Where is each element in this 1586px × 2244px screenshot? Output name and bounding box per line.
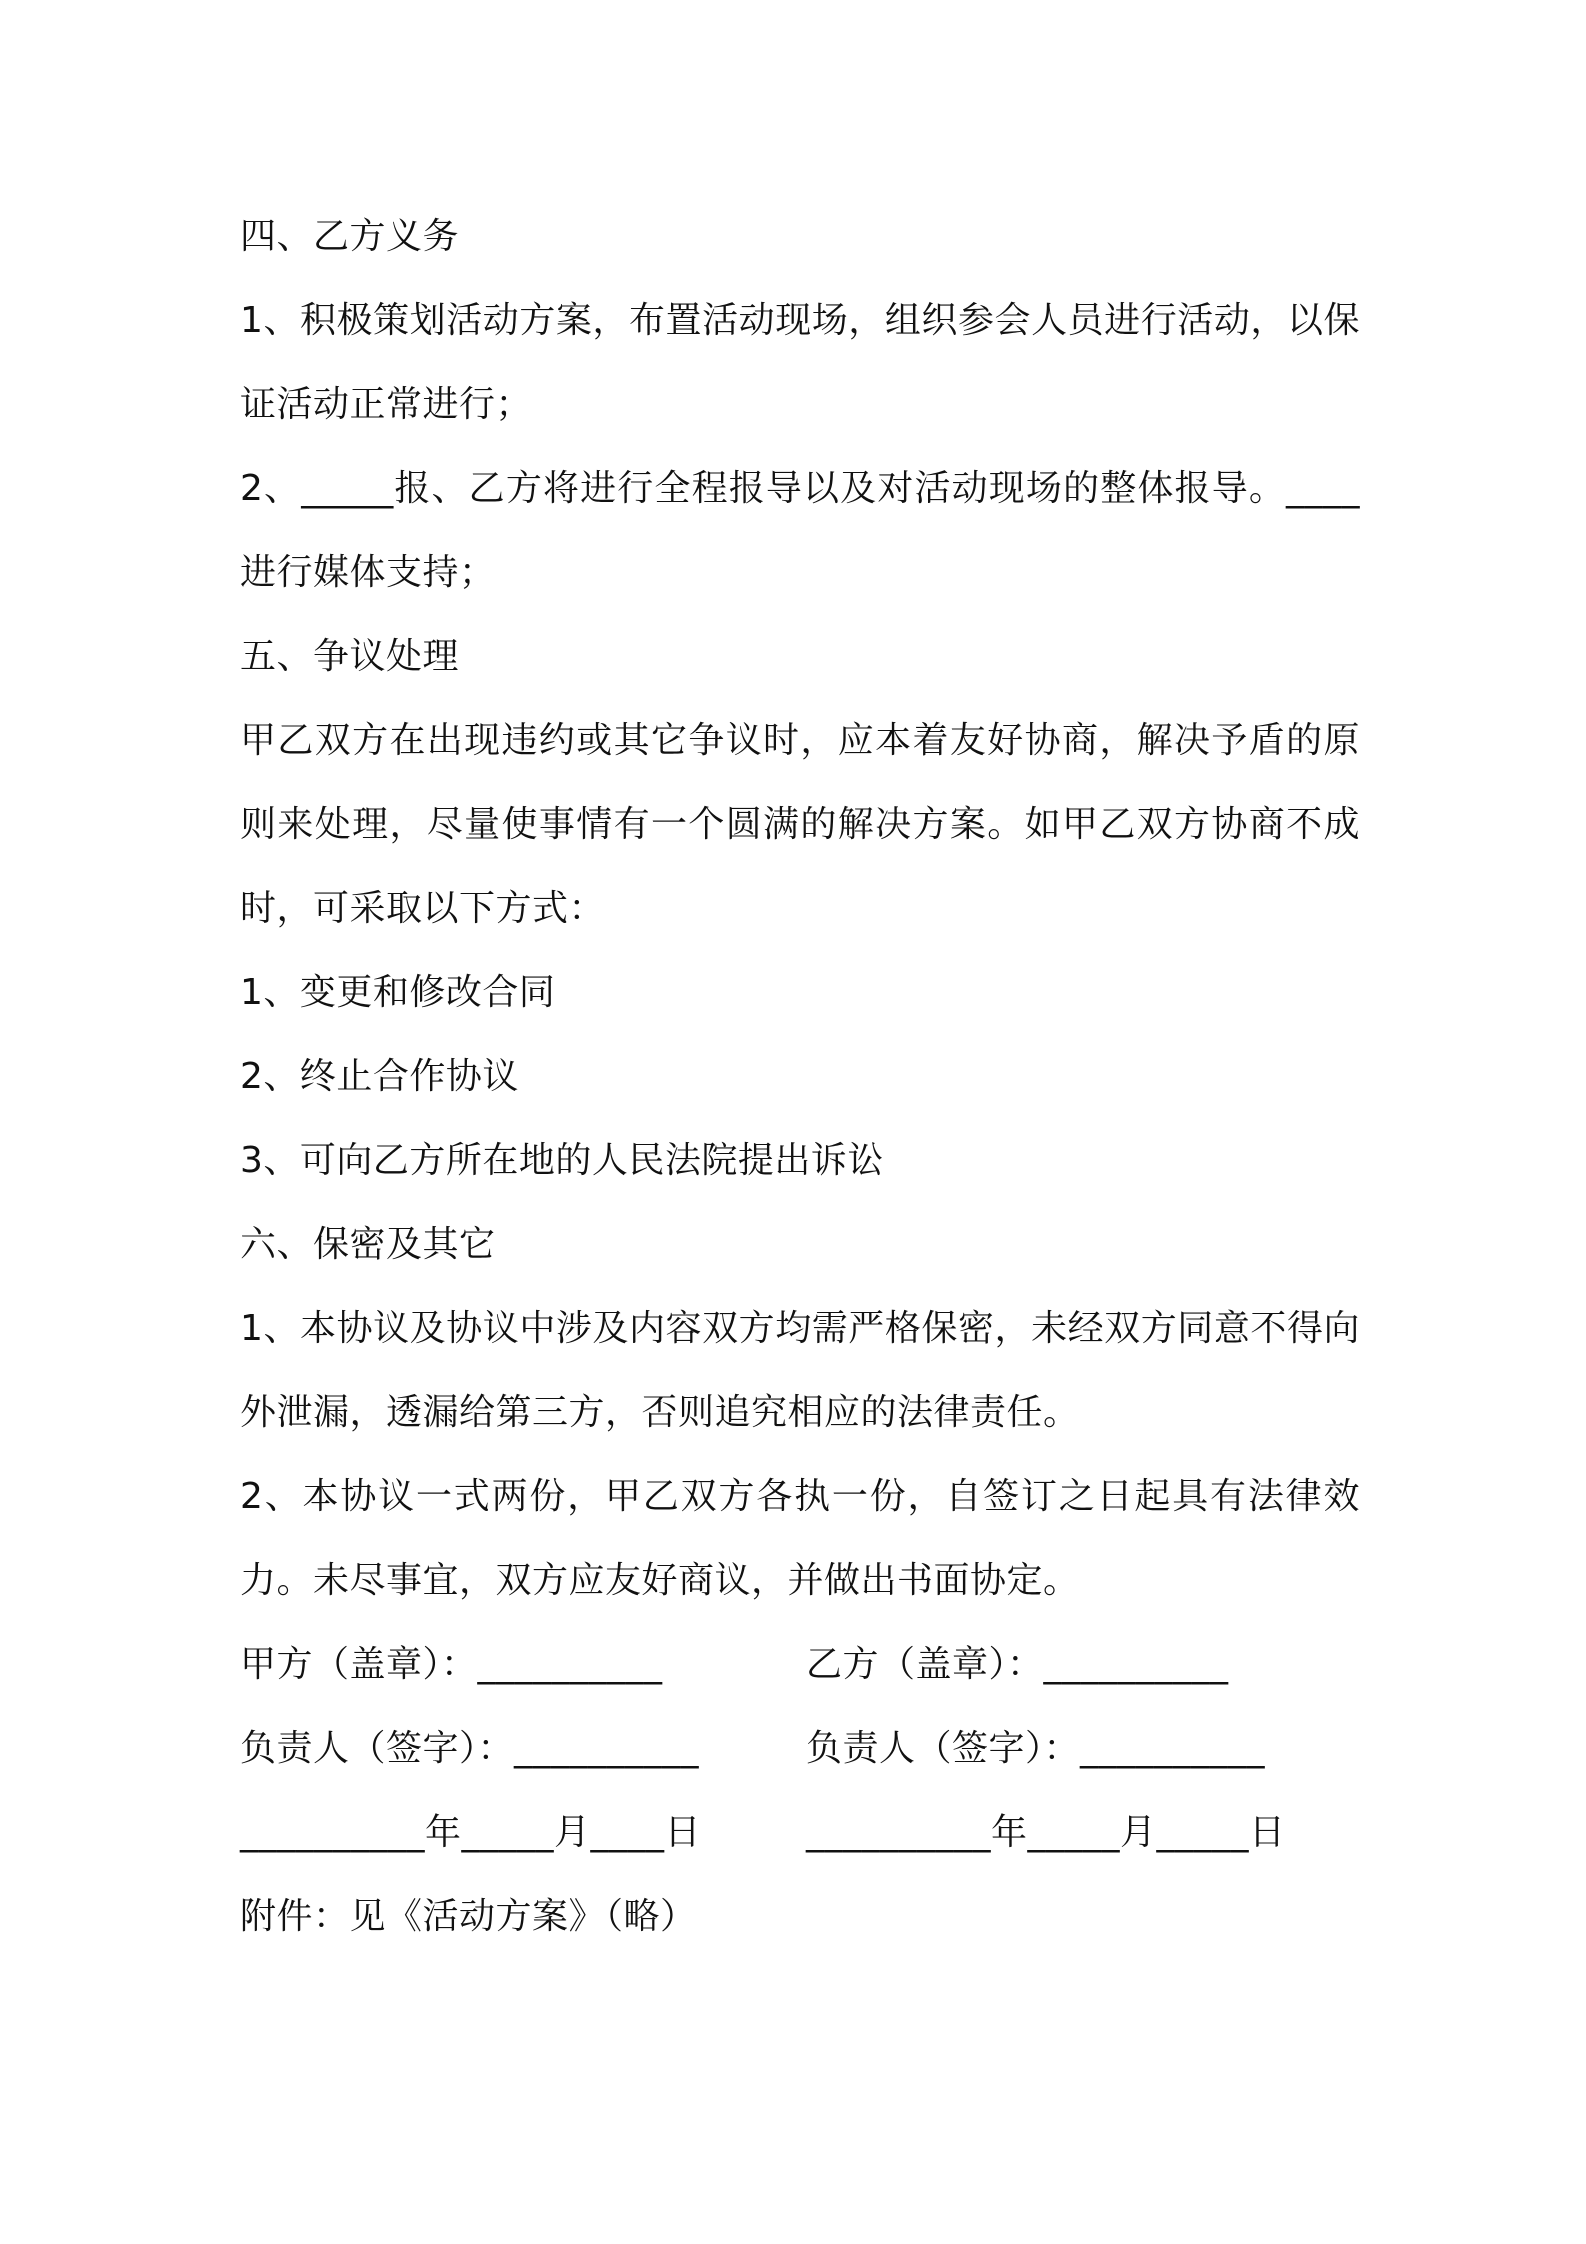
attachment-note: 附件：见《活动方案》（略） [240,1896,697,1937]
party-a-signer-field: 负责人（签字）：__________ [240,1728,700,1769]
section-4-item-2: 2、_____报、乙方将进行全程报导以及对活动现场的整体报导。____进行媒体支持； [240,468,1360,593]
section-4-title: 四、乙方义务 [240,216,460,257]
section-4-item-1: 1、积极策划活动方案，布置活动现场，组织参会人员进行活动，以保证活动正常进行； [240,300,1360,425]
signature-row-date [240,1791,1360,1875]
party-a-date-field: __________年_____月____日 [240,1812,701,1853]
party-b-signer-field: 负责人（签字）：__________ [806,1728,1266,1769]
party-a-seal-field: 甲方（盖章）：__________ [240,1644,663,1685]
party-b-date-field: __________年_____月_____日 [806,1812,1286,1853]
section-5-item-1: 1、变更和修改合同 [240,972,556,1013]
section-5-title: 五、争议处理 [240,636,460,677]
section-5-paragraph: 甲乙双方在出现违约或其它争议时，应本着友好协商，解决予盾的原则来处理，尽量使事情有一个圆满的解决方案。如甲乙双方协商不成时，可采取以下方式： [240,720,1360,929]
section-6-item-1: 1、本协议及协议中涉及内容双方均需严格保密，未经双方同意不得向外泄漏，透漏给第三方，否则追究相应的法律责任。 [240,1308,1360,1433]
document-body [240,195,1360,1959]
section-5-item-3: 3、可向乙方所在地的人民法院提出诉讼 [240,1140,884,1181]
party-b-seal-field: 乙方（盖章）：__________ [806,1644,1229,1685]
signature-row-seal [240,1623,1360,1707]
signature-row-person [240,1707,1360,1791]
section-5-item-2: 2、终止合作协议 [240,1056,519,1097]
section-6-item-2: 2、本协议一式两份，甲乙双方各执一份，自签订之日起具有法律效力。未尽事宜，双方应友好商议，并做出书面协定。 [240,1476,1360,1601]
section-6-title: 六、保密及其它 [240,1224,496,1265]
